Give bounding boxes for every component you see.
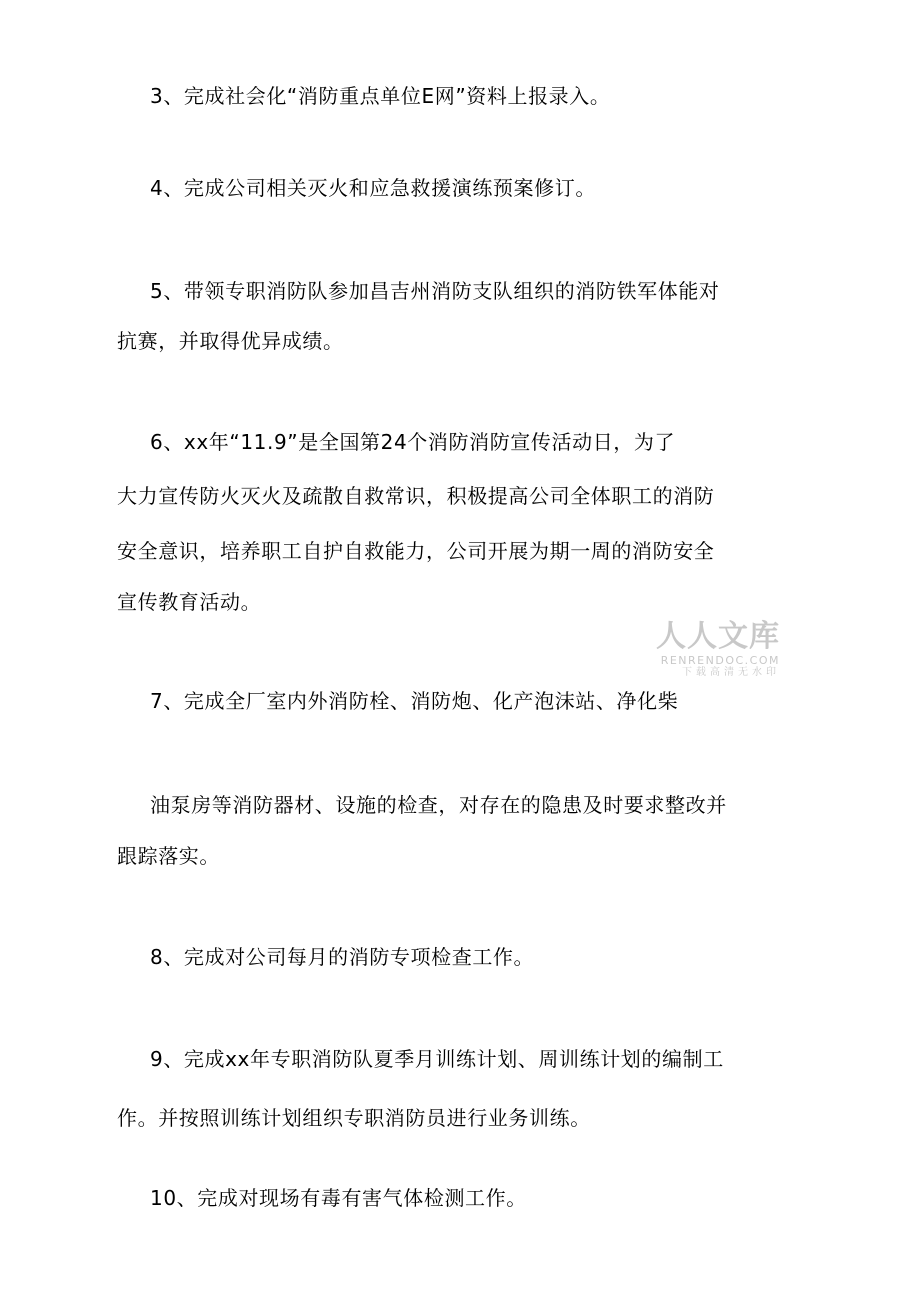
watermark-title: 人人文库 xyxy=(656,619,780,654)
item-5-line-2: 抗赛，并取得优异成绩。 xyxy=(117,329,344,353)
item-4-text: 4、完成公司相关灭火和应急救援演练预案修订。 xyxy=(150,176,596,200)
watermark-subtitle: 下载高清无水印 xyxy=(682,667,780,678)
item-6-line-4: 宣传教育活动。 xyxy=(117,590,262,614)
item-7-line-3: 跟踪落实。 xyxy=(117,844,220,868)
item-7-line-1: 7、完成全厂室内外消防栓、消防炮、化产泡沫站、净化柴 xyxy=(150,689,679,713)
item-7-line-2: 油泵房等消防器材、设施的检查，对存在的隐患及时要求整改并 xyxy=(150,793,727,817)
item-6-line-1: 6、xx年“11.9”是全国第24个消防消防宣传活动日，为了 xyxy=(150,430,676,454)
watermark-logo xyxy=(640,620,780,679)
item-9-line-1: 9、完成xx年专职消防队夏季月训练计划、周训练计划的编制工 xyxy=(150,1047,724,1071)
item-3-text: 3、完成社会化“消防重点单位E网”资料上报录入。 xyxy=(150,84,611,108)
watermark-url: RENRENDOC.COM xyxy=(660,654,780,667)
item-8-text: 8、完成对公司每月的消防专项检查工作。 xyxy=(150,945,535,969)
item-10-text: 10、完成对现场有毒有害气体检测工作。 xyxy=(150,1186,527,1210)
item-6-line-2: 大力宣传防火灭火及疏散自救常识，积极提高公司全体职工的消防 xyxy=(117,484,715,508)
item-9-line-2: 作。并按照训练计划组织专职消防员进行业务训练。 xyxy=(117,1106,591,1130)
item-6-line-3: 安全意识，培养职工自护自救能力，公司开展为期一周的消防安全 xyxy=(117,539,715,563)
item-5-line-1: 5、带领专职消防队参加昌吉州消防支队组织的消防铁军体能对 xyxy=(150,279,720,303)
